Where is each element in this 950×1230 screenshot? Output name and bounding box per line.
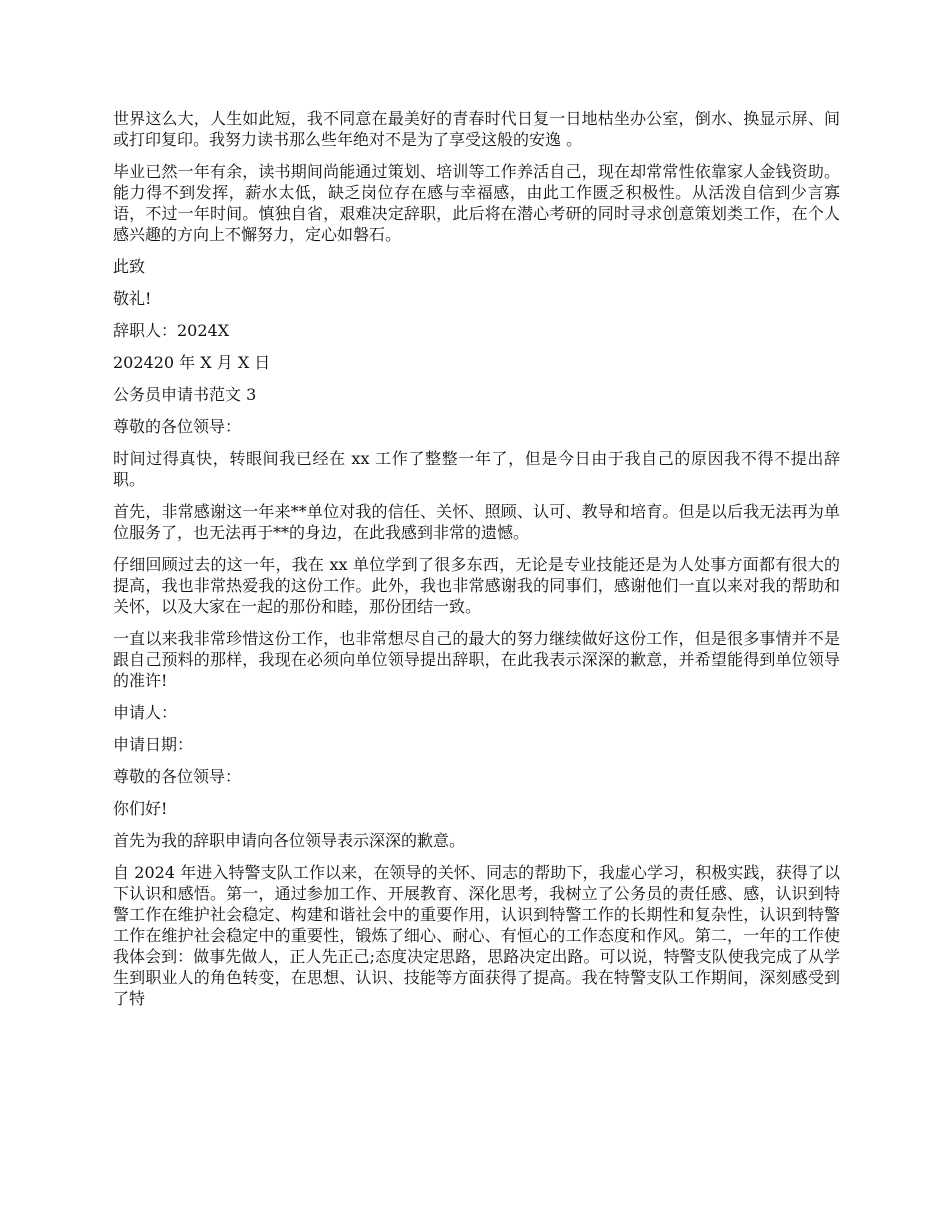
paragraph: 首先为我的辞职申请向各位领导表示深深的歉意。 xyxy=(113,831,466,850)
closing-salutation: 此致 xyxy=(113,257,146,276)
applicant-line: 申请人： xyxy=(113,703,178,722)
paragraph: 自 2024 年进入特警支队工作以来，在领导的关怀、同志的帮助下，我虚心学习，积极实践，获得了以下认识和感悟。第一，通过参加工作、开展教育、深化思考，我树立了公务员的责任感、感，认识到特警工作在维护社会稳定、构建和谐社会中的重要作用，认识到特警工作的长期性和复杂性，认识到特警工作在维护社会稳定中的重要性，锻炼了细心、耐心、有恒心的工作态度和作风。第二，一年的工作使我体会到：做事先做人，正人先正己;态度决定思路，思路决定出路。可以说，特警支队使我完成了从学生到职业人的角色转变，在思想、认识、技能等方面获得了提高。我在特警支队工作期间，深刻感受到了特 xyxy=(113,863,840,1008)
date-line: 202420 年 X 月 X 日 xyxy=(113,353,271,372)
greeting-hello: 你们好! xyxy=(113,799,168,818)
paragraph: 时间过得真快，转眼间我已经在 xx 工作了整整一年了，但是今日由于我自己的原因我不得不提出辞职。 xyxy=(113,449,840,489)
section-heading: 公务员申请书范文 3 xyxy=(113,385,257,404)
greeting: 尊敬的各位领导： xyxy=(113,767,242,786)
application-date-line: 申请日期： xyxy=(113,735,194,754)
signature-line: 辞职人：2024X xyxy=(113,321,230,340)
document-page xyxy=(113,108,840,1020)
paragraph: 世界这么大，人生如此短，我不同意在最美好的青春时代日复一日地枯坐办公室，倒水、换显示屏、间或打印复印。我努力读书那么些年绝对不是为了享受这般的安逸 。 xyxy=(113,109,840,149)
greeting: 尊敬的各位领导： xyxy=(113,417,242,436)
closing-regards: 敬礼! xyxy=(113,289,152,308)
paragraph: 首先，非常感谢这一年来**单位对我的信任、关怀、照顾、认可、教导和培育。但是以后我无法再为单位服务了，也无法再于**的身边，在此我感到非常的遗憾。 xyxy=(113,502,840,542)
paragraph: 仔细回顾过去的这一年，我在 xx 单位学到了很多东西，无论是专业技能还是为人处事方面都有很大的提高，我也非常热爱我的这份工作。此外，我也非常感谢我的同事们，感谢他们一直以来对我的帮助和关怀，以及大家在一起的那份和睦，那份团结一致。 xyxy=(113,555,840,616)
paragraph: 毕业已然一年有余，读书期间尚能通过策划、培训等工作养活自己，现在却常常性依靠家人金钱资助。能力得不到发挥，薪水太低，缺乏岗位存在感与幸福感，由此工作匮乏积极性。从活泼自信到少言寡语，不过一年时间。慎独自省，艰难决定辞职，此后将在潜心考研的同时寻求创意策划类工作，在个人感兴趣的方向上不懈努力，定心如磐石。 xyxy=(113,162,840,244)
paragraph: 一直以来我非常珍惜这份工作，也非常想尽自己的最大的努力继续做好这份工作，但是很多事情并不是跟自己预料的那样，我现在必须向单位领导提出辞职，在此我表示深深的歉意，并希望能得到单位领导的准许! xyxy=(113,629,840,690)
